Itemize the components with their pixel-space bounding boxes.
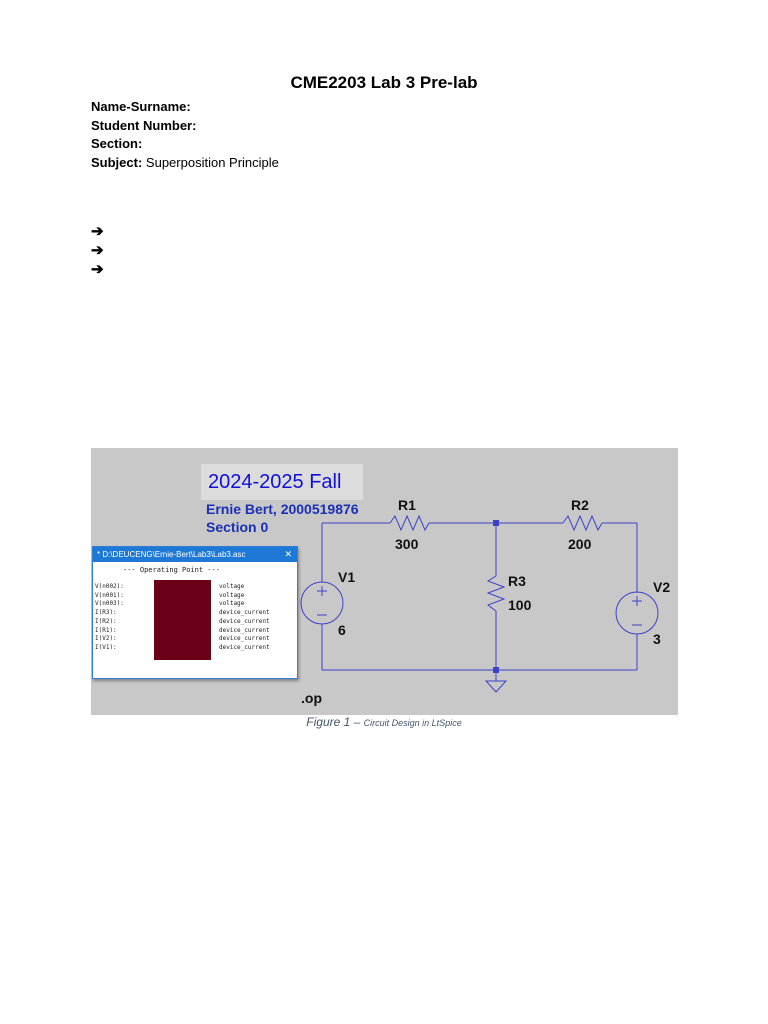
op-row-type: device_current: [219, 643, 270, 651]
operating-point-window[interactable]: [92, 546, 298, 679]
window-titlebar[interactable]: [93, 547, 297, 562]
v1-name: V1: [338, 569, 356, 585]
student-info-fields: [91, 98, 279, 172]
op-row-name: V(n001):: [95, 591, 124, 599]
op-row-name: I(R3):: [95, 609, 117, 617]
field-section: Section:: [91, 136, 143, 151]
section-line: Section 0: [206, 519, 269, 535]
v2-name: V2: [653, 579, 671, 595]
op-row-type: device_current: [219, 617, 270, 625]
arrow-list: [91, 222, 104, 279]
r1-value: 300: [395, 536, 419, 552]
resistor-r1-icon: [390, 516, 429, 530]
r3-value: 100: [508, 597, 532, 613]
op-row-type: voltage: [219, 583, 245, 590]
operating-point-types: [219, 583, 270, 653]
v2-value: 3: [653, 631, 661, 647]
op-row-name: V(n002):: [95, 583, 124, 590]
op-row-name: V(n003):: [95, 600, 124, 608]
operating-point-header: --- Operating Point ---: [123, 566, 220, 574]
field-name-surname: Name-Surname:: [91, 99, 191, 114]
ground-icon: [486, 681, 506, 692]
op-row-name: I(R2):: [95, 617, 117, 625]
resistor-r2-icon: [563, 516, 602, 530]
op-row-name: I(V1):: [95, 643, 117, 651]
op-directive: .op: [301, 690, 322, 706]
op-row-type: voltage: [219, 591, 245, 599]
r3-name: R3: [508, 573, 526, 589]
node-junction: [493, 520, 499, 526]
redacted-values-block: [154, 580, 211, 660]
author-line: Ernie Bert, 2000519876: [206, 501, 359, 517]
r2-name: R2: [571, 497, 589, 513]
arrow-bullet-icon: ➔: [91, 223, 104, 240]
close-icon[interactable]: ✕: [284, 549, 292, 559]
semester-label: 2024-2025 Fall: [201, 464, 363, 500]
document-title: CME2203 Lab 3 Pre-lab: [290, 73, 478, 92]
caption-sub: Circuit Design in LtSpice: [363, 718, 462, 728]
op-row-name: I(R1):: [95, 626, 117, 634]
op-row-name: I(V2):: [95, 635, 117, 643]
node-junction: [493, 667, 499, 673]
figure-caption: [0, 715, 768, 729]
arrow-bullet-icon: ➔: [91, 261, 104, 278]
op-row-type: voltage: [219, 600, 245, 608]
op-row-type: device_current: [219, 609, 270, 617]
subject-value: Superposition Principle: [145, 154, 279, 170]
resistor-r3-icon: [488, 576, 504, 611]
caption-main: Figure 1 –: [306, 715, 364, 729]
v1-value: 6: [338, 622, 346, 638]
author-block: [206, 500, 359, 536]
ltspice-circuit-figure: [91, 448, 678, 715]
op-row-type: device_current: [219, 635, 270, 643]
op-row-type: device_current: [219, 626, 270, 634]
arrow-bullet-icon: ➔: [91, 242, 104, 259]
r2-value: 200: [568, 536, 592, 552]
window-title: * D:\DEUCENG\Ernie-Bert\Lab3\Lab3.asc: [97, 550, 246, 559]
r1-name: R1: [398, 497, 416, 513]
operating-point-names: [95, 583, 124, 653]
field-subject: Subject: Superposition Principle: [91, 154, 279, 170]
field-student-number: Student Number:: [91, 117, 197, 133]
